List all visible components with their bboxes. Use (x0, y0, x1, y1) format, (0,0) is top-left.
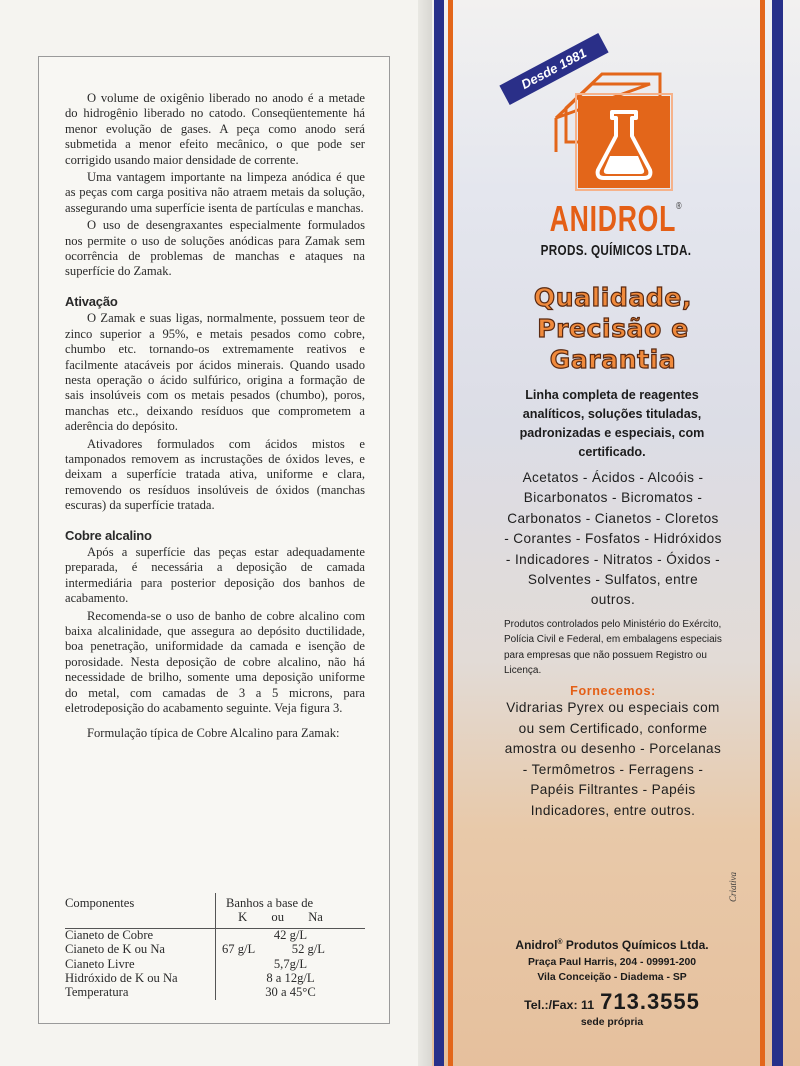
lead-text: Linha completa de reagentes analíticos, soluções tituladas, padronizadas e especiais, com certificado. (519, 388, 705, 459)
component-name: Temperatura (65, 985, 129, 1000)
ad-headline (504, 282, 722, 375)
formula-caption: Formulação típica de Cobre Alcalino para Zamak: (87, 726, 340, 741)
registered-mark: ® (676, 201, 683, 212)
sede-propria: sede própria (580, 1017, 644, 1028)
product-list: Acetatos - Ácidos - Alcoóis - Bicarbonatos - Bicromatos - Carbonatos - Cianetos - Cloretos - Corantes - Fosfatos - Hidróxidos - Indicadores - Nitratos - Óxidos - Solventes - Sulfatos, entre outros. (504, 470, 722, 608)
component-value-na: 52 g/L (291, 942, 325, 957)
paragraph: Recomenda-se o uso de banho de cobre alcalino com baixa alcalinidade, que assegura ao depósito ductilidade, boa penetração, uniformidade da camada e isenção de porosidade. Nesta deposição de cobre alcalino, não há necessidade de brilho, somente uma deposição uniforme do metal, com camadas de 3 a 5 microns, para eletrodeposição do acabamento seguinte. Veja figura 3. (65, 608, 365, 716)
contact-block (492, 938, 732, 1028)
paragraph: Após a superfície das peças estar adequadamente preparada, é necessária a deposição de camada intermediária para posterior deposição dos banhos de acabamento. (65, 544, 365, 606)
brand-subtitle: PRODS. QUÍMICOS LTDA. (540, 242, 692, 259)
component-value: 5,7g/L (215, 958, 365, 972)
table-row (65, 986, 365, 1000)
paragraph: O uso de desengraxantes especialmente formulados nos permite o uso de soluções anódicas para Zamak sem ocorrência de problemas de manchas e ataques na superfície do Zamak. (65, 218, 365, 279)
component-name: Hidróxido de K ou Na (65, 970, 178, 985)
headline-line: Precisão e (537, 314, 689, 343)
headline-line: Qualidade, (533, 283, 693, 312)
sub-header-ou: ou (271, 909, 284, 924)
component-value: 8 a 12g/L (215, 972, 365, 986)
paragraph: Uma vantagem importante na limpeza anódica é que as peças com carga positiva não atraem metais da solução, assegurando uma superfície isenta de partículas e manchas. (65, 170, 365, 215)
formula-table-header (65, 893, 365, 929)
brand-name: ANIDROL® (549, 198, 683, 239)
column-header-componentes: Componentes (65, 896, 135, 910)
component-value: 30 a 45°C (215, 986, 365, 1000)
ad-body (504, 386, 722, 821)
ad-content-panel (504, 282, 722, 930)
table-row (65, 972, 365, 986)
sub-header-na: Na (308, 909, 323, 924)
agency-credit: Criativa (728, 871, 738, 902)
headline-line: Garantia (549, 345, 677, 374)
paragraph: Ativadores formulados com ácidos mistos e tamponados removem as incrustações de óxidos leves, e deixam a superfície tratada ativa, uniforme e clara, removendo os resíduos insolúveis de óxidos (manchas escuras) da superfície tratada. (65, 436, 365, 513)
since-1981-badge: Desde 1981 (499, 33, 608, 105)
section-heading-ativacao: Ativação (65, 293, 118, 309)
component-name: Cianeto de K ou Na (65, 942, 166, 957)
component-name: Cianeto de Cobre (65, 928, 154, 942)
sub-header-k: K (238, 909, 248, 924)
address-line: Praça Paul Harris, 204 - 09991-200 (527, 957, 697, 968)
phone-number: 713.3555 (600, 989, 700, 1014)
table-row (65, 943, 365, 957)
fornecemos-title: Fornecemos: (570, 684, 656, 699)
table-row (65, 958, 365, 972)
phone-line (492, 989, 732, 1015)
address (492, 955, 732, 985)
supplies-list: Vidrarias Pyrex ou especiais com ou sem Certificado, conforme amostra ou desenho - Porcelanas - Termômetros - Ferragens - Papéis Filtrantes - Papéis Indicadores, entre outros. (504, 700, 722, 818)
component-value: 42 g/L (215, 929, 365, 943)
anidrol-advertisement (432, 0, 800, 1066)
article-frame (38, 56, 390, 1024)
component-name: Cianeto Livre (65, 956, 135, 971)
table-row (65, 929, 365, 943)
formula-table (65, 893, 365, 1000)
paragraph: O volume de oxigênio liberado no anodo é a metade do hidrogênio liberado no catodo. Conseqüentemente há menor evolução de gases. A peça como anodo será submetida a menor efeito mecânico, o que pode ser corrigido usando maior densidade de corrente. (65, 91, 365, 167)
component-value-k: 67 g/L (222, 942, 256, 957)
company-name: Anidrol® Produtos Químicos Ltda. (515, 938, 709, 952)
controlled-products-note: Produtos controlados pelo Ministério do Exército, Polícia Civil e Federal, em embalagens especiais para empresas que não possuem Registro ou Licença. (504, 618, 722, 677)
article-text (65, 91, 365, 744)
column-header-banhos (215, 893, 365, 928)
brand-logo (432, 30, 800, 270)
paragraph: O Zamak e suas ligas, normalmente, possuem teor de zinco superior a 95%, e metais pesados como cobre, chumbo etc. tornando-os extremamente reativos e facilmente atacáveis por ácidos minerais. Quando usado nesta operação o ácido sulfúrico, origina a formação de sais insolúveis com os metais pesados (chumbo), poros, manchas etc., deixando resíduos que comprometem a aderência do depósito. (65, 311, 365, 434)
page-gutter (418, 0, 432, 1066)
phone-label: Tel.:/Fax: 11 (524, 998, 595, 1012)
banhos-label: Banhos a base de (226, 896, 314, 910)
address-line: Vila Conceição - Diadema - SP (537, 972, 687, 983)
section-heading-cobre-alcalino: Cobre alcalino (65, 527, 152, 543)
